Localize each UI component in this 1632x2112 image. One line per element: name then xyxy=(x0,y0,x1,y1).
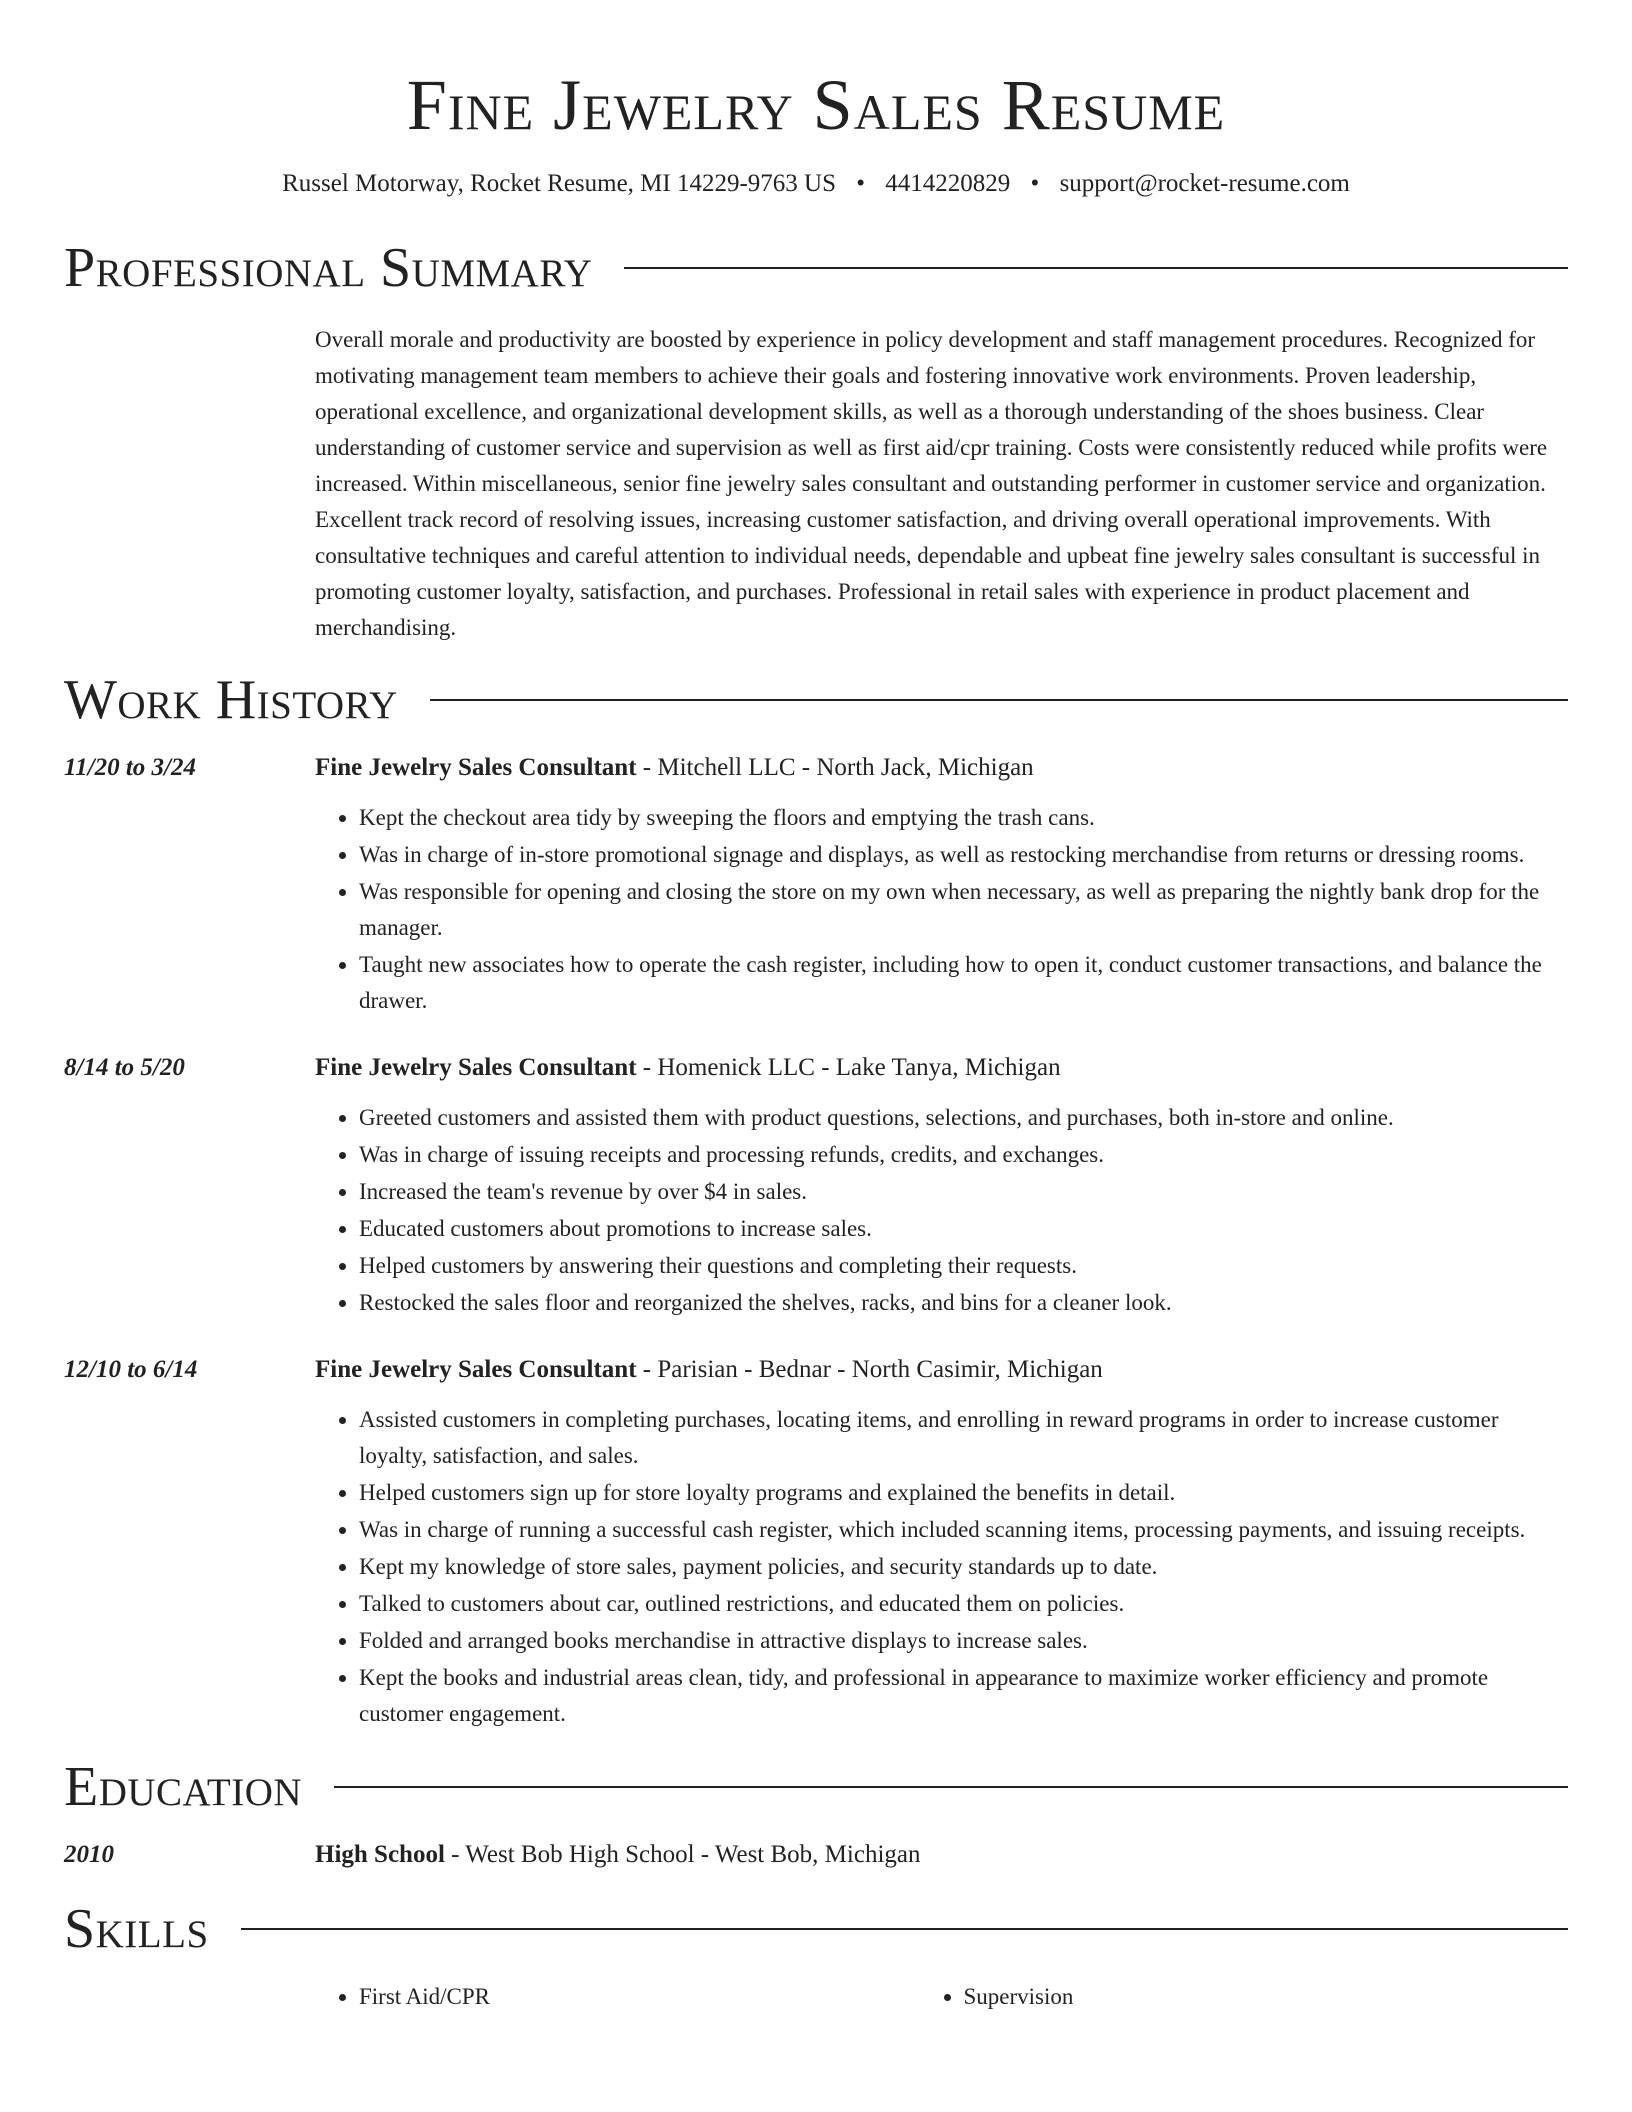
job-bullet: • Taught new associates how to operate the cash register, including how to open it, conduct customer transactions, and balance the drawer. xyxy=(359,947,1568,1019)
job-bullet: • Increased the team's revenue by over $4 in sales. xyxy=(359,1174,1568,1210)
job-bullet: • Helped customers by answering their questions and completing their requests. xyxy=(359,1248,1568,1284)
job-bullets xyxy=(315,1402,1568,1732)
job-details xyxy=(315,1352,1568,1733)
job-employer: - Homenick LLC - Lake Tanya, Michigan xyxy=(636,1054,1061,1081)
education-section-header xyxy=(64,1755,1568,1819)
job-title: Fine Jewelry Sales Consultant xyxy=(315,1054,637,1081)
job-bullet: • Was responsible for opening and closing the store on my own when necessary, as well as preparing the nightly bank drop for the manager. xyxy=(359,874,1568,946)
skill-item: • Supervision xyxy=(964,1979,1569,2015)
skill-item: • First Aid/CPR xyxy=(359,1979,964,2015)
education-year: 2010 xyxy=(64,1841,114,1868)
job-bullet: • Kept my knowledge of store sales, payment policies, and security standards up to date. xyxy=(359,1549,1568,1585)
job-employer: - Mitchell LLC - North Jack, Michigan xyxy=(636,754,1034,781)
section-divider xyxy=(624,267,1568,269)
job-bullets xyxy=(315,1100,1568,1321)
job-bullet: • Folded and arranged books merchandise in attractive displays to increase sales. xyxy=(359,1623,1568,1659)
education-heading: Education xyxy=(64,1756,303,1818)
contact-line xyxy=(64,168,1568,200)
job-dates: 8/14 to 5/20 xyxy=(64,1054,185,1081)
job-bullet: • Was in charge of issuing receipts and processing refunds, credits, and exchanges. xyxy=(359,1137,1568,1173)
contact-phone: 4414220829 xyxy=(885,170,1011,197)
skills-list xyxy=(315,1979,1568,2015)
resume-title: Fine Jewelry Sales Resume xyxy=(406,65,1226,145)
resume-page xyxy=(64,0,1568,2015)
job-bullet: • Kept the books and industrial areas clean, tidy, and professional in appearance to maximize worker efficiency and promote customer engagement. xyxy=(359,1660,1568,1732)
job-bullet: • Kept the checkout area tidy by sweeping the floors and emptying the trash cans. xyxy=(359,800,1568,836)
job-bullet: • Talked to customers about car, outlined restrictions, and educated them on policies. xyxy=(359,1586,1568,1622)
education-details xyxy=(315,1837,1568,1873)
job-dates: 12/10 to 6/14 xyxy=(64,1356,198,1383)
job-bullet: • Greeted customers and assisted them with product questions, selections, and purchases, both in-store and online. xyxy=(359,1100,1568,1136)
job-bullet: • Restocked the sales floor and reorganized the shelves, racks, and bins for a cleaner look. xyxy=(359,1285,1568,1321)
job-bullet: • Educated customers about promotions to increase sales. xyxy=(359,1211,1568,1247)
job-employer: - Parisian - Bednar - North Casimir, Michigan xyxy=(636,1356,1103,1383)
education-entry xyxy=(64,1837,1568,1873)
contact-email: support@rocket-resume.com xyxy=(1059,170,1350,197)
contact-address: Russel Motorway, Rocket Resume, MI 14229-9763 US xyxy=(282,170,837,197)
job-role-line xyxy=(315,750,1568,786)
job-details xyxy=(315,750,1568,1020)
job-entry xyxy=(64,1352,1568,1733)
job-bullets xyxy=(315,800,1568,1019)
section-divider xyxy=(241,1928,1568,1930)
job-bullet: • Assisted customers in completing purchases, locating items, and enrolling in reward programs in order to increase customer loyalty, satisfaction, and sales. xyxy=(359,1402,1568,1474)
job-details xyxy=(315,1050,1568,1322)
education-school: - West Bob High School - West Bob, Michigan xyxy=(444,1841,921,1868)
job-role-line xyxy=(315,1050,1568,1086)
section-divider xyxy=(334,1786,1568,1788)
work-history-heading: Work History xyxy=(64,669,398,731)
job-title: Fine Jewelry Sales Consultant xyxy=(315,1356,637,1383)
summary-section-header xyxy=(64,236,1568,300)
job-entry xyxy=(64,1050,1568,1322)
job-bullet: • Helped customers sign up for store loyalty programs and explained the benefits in detail. xyxy=(359,1475,1568,1511)
job-bullet: • Was in charge of in-store promotional signage and displays, as well as restocking merchandise from returns or dressing rooms. xyxy=(359,837,1568,873)
skills-heading: Skills xyxy=(64,1898,209,1960)
work-history-section-header xyxy=(64,668,1568,732)
job-dates: 11/20 to 3/24 xyxy=(64,754,196,781)
summary-heading: Professional Summary xyxy=(64,237,593,299)
job-title: Fine Jewelry Sales Consultant xyxy=(315,754,637,781)
job-bullet: • Was in charge of running a successful cash register, which included scanning items, processing payments, and issuing receipts. xyxy=(359,1512,1568,1548)
skills-section-header xyxy=(64,1897,1568,1961)
summary-text: Overall morale and productivity are boosted by experience in policy development and staff management procedures. Recognized for motivating management team members to achieve their goals and fostering innovative work environments. Proven leadership, operational excellence, and organizational development skills, as well as a thorough understanding of the shoes business. Clear understanding of customer service and supervision as well as first aid/cpr training. Costs were consistently reduced while profits were increased. Within miscellaneous, senior fine jewelry sales consultant and outstanding performer in customer service and organization. Excellent track record of resolving issues, increasing customer satisfaction, and driving overall operational improvements. With consultative techniques and careful attention to individual needs, dependable and upbeat fine jewelry sales consultant is successful in promoting customer loyalty, satisfaction, and purchases. Professional in retail sales with experience in product placement and merchandising. xyxy=(315,327,1548,640)
education-degree: High School xyxy=(315,1841,445,1868)
job-role-line xyxy=(315,1352,1568,1388)
contact-separator: • xyxy=(1030,170,1040,197)
job-entry xyxy=(64,750,1568,1020)
contact-separator: • xyxy=(856,170,866,197)
education-line xyxy=(315,1837,1568,1873)
section-divider xyxy=(430,699,1568,701)
